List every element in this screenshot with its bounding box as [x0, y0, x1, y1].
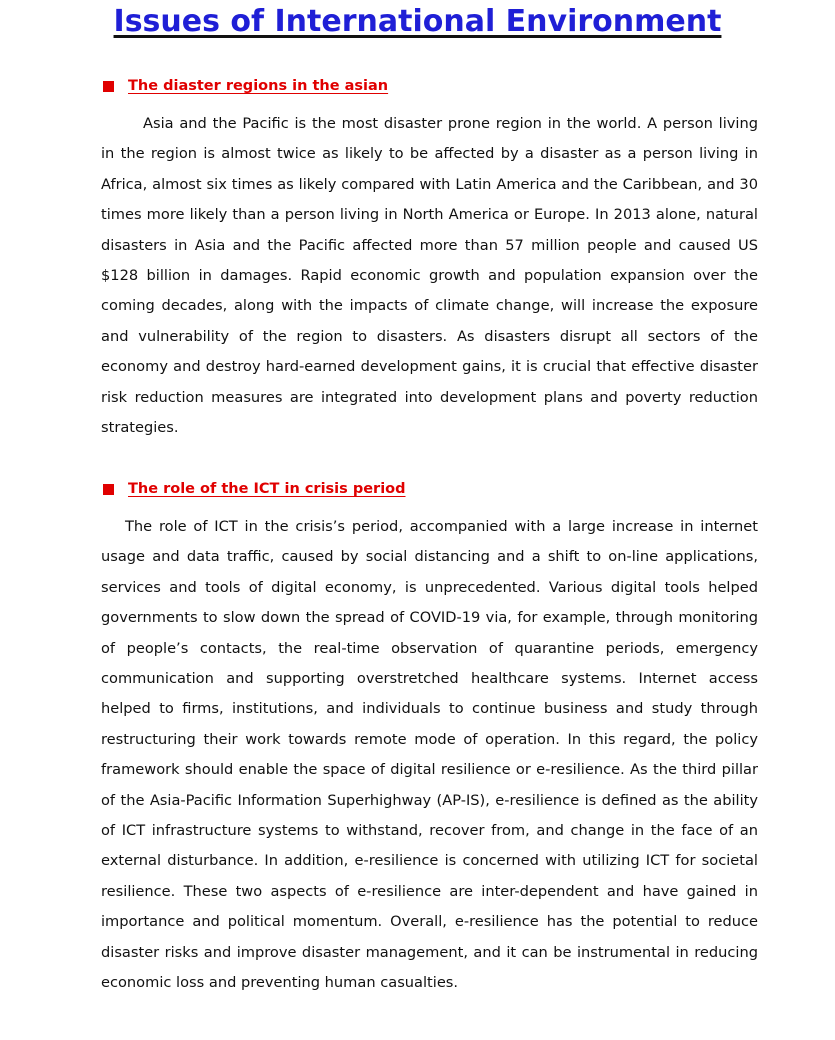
page-title: Issues of International Environment: [113, 4, 722, 39]
red-square-bullet-icon: [103, 484, 114, 495]
section-heading-ict-role: [103, 478, 406, 500]
red-square-bullet-icon: [103, 81, 114, 92]
section-body-disaster-regions: Asia and the Pacific is the most disaster prone region in the world. A person living in the region is almost twice as likely to be affected by a disaster as a person living in Africa, almost six times as likely compared with Latin America and the Caribbean, and 30 times more likely than a person living in North America or Europe. In 2013 alone, natural disasters in Asia and the Pacific affected more than 57 million people and caused US $128 billion in damages. Rapid economic growth and population expansion over the coming decades, along with the impacts of climate change, will increase the exposure and vulnerability of the region to disasters. As disasters disrupt all sectors of the economy and destroy hard-earned development gains, it is crucial that effective disaster risk reduction measures are integrated into development plans and poverty reduction strategies.: [101, 115, 758, 437]
section-heading-text: The diaster regions in the asian: [128, 78, 389, 94]
section-body-ict-role: The role of ICT in the crisis’s period, accompanied with a large increase in internet usage and data traffic, caused by social distancing and a shift to on-line applications, services and tools of digital economy, is unprecedented. Various digital tools helped governments to slow down the spread of COVID-19 via, for example, through monitoring of people’s contacts, the real-time observation of quarantine periods, emergency communication and supporting overstretched healthcare systems. Internet access helped to firms, institutions, and individuals to continue business and study through restructuring their work towards remote mode of operation. In this regard, the policy framework should enable the space of digital resilience or e-resilience. As the third pillar of the Asia-Pacific Information Superhighway (AP-IS), e-resilience is defined as the ability of ICT infrastructure systems to withstand, recover from, and change in the face of an external disturbance. In addition, e-resilience is concerned with utilizing ICT for societal resilience. These two aspects of e-resilience are inter-dependent and have gained in importance and political momentum. Overall, e-resilience has the potential to reduce disaster risks and improve disaster management, and it can be instrumental in reducing economic loss and preventing human casualties.: [101, 518, 758, 992]
section-heading-disaster-regions: [103, 75, 388, 97]
section-heading-text: The role of the ICT in crisis period: [128, 481, 406, 497]
